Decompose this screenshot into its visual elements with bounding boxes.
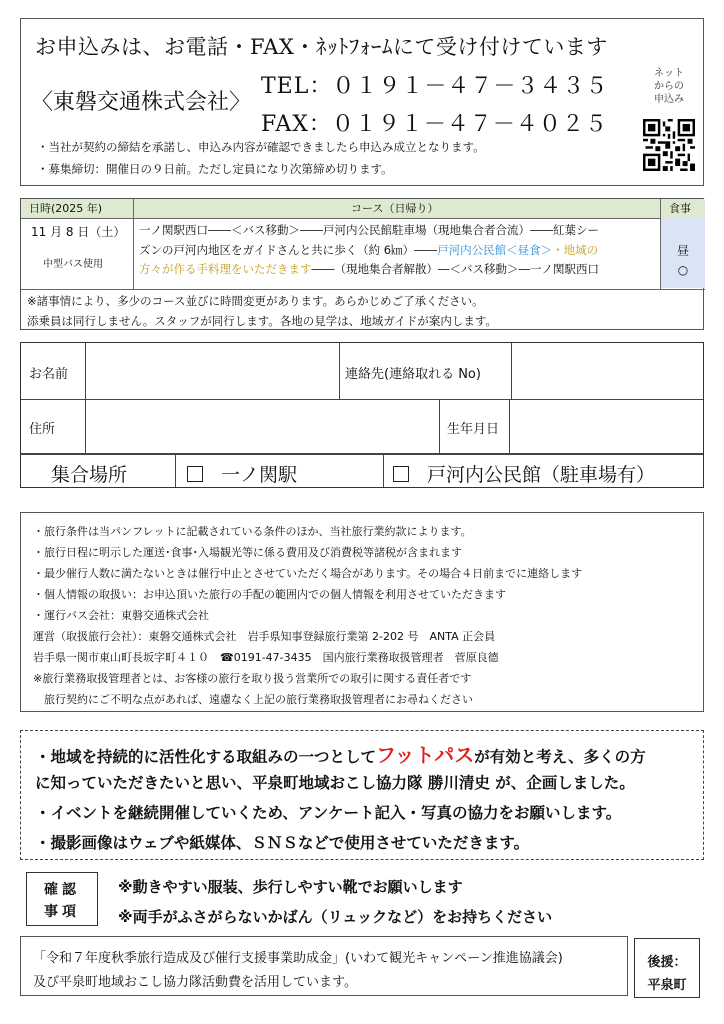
company-name: 〈東磐交通株式会社〉 [31,90,252,115]
col-date: 日時(2025 年) [29,202,103,215]
contact-header [20,18,704,186]
confirmation-box [26,872,98,926]
net-label-2: からの [654,81,684,92]
net-application-label [649,67,689,106]
divider [21,399,703,400]
contact-field[interactable] [513,345,701,397]
meeting-option-togochi[interactable] [393,460,655,487]
confirm-label-2: 事項 [44,904,80,920]
message-text: が有効と考え、多くの方 [474,748,646,766]
option-label: 一ノ関駅 [221,464,298,486]
meeting-option-ichinoseki[interactable] [187,460,297,487]
divider [339,343,340,399]
birthdate-label: 生年月日 [447,422,500,437]
col-meal: 食事 [669,202,691,215]
checkbox[interactable] [187,466,203,482]
application-title: お申込みは、お電話・FAX・ﾈｯﾄﾌｫｰﾑにて受け付けています [35,35,608,59]
tel-number[interactable]: TEL：０１９１－４７－３４３５ [261,74,609,99]
birthdate-field[interactable] [511,401,701,451]
net-label-1: ネット [654,68,684,79]
route-text: ――（現地集合者解散）―＜バス移動＞―一ノ関駅西口 [311,262,599,276]
support-town: 平泉町 [647,978,687,993]
route-highlight: 方々が作る手料理をいただきます [139,262,312,276]
terms-line: ・運行バス会社：東磐交通株式会社 [33,609,209,622]
message-line-3: ・イベントを継続開催していくため、アンケート記入・写真の協力をお願いします。 [35,804,622,822]
message-text: ・地域を持続的に活性化する取組みの一つとして [35,748,377,766]
name-label: お名前 [29,367,69,382]
message-line-1 [35,739,646,768]
application-form [20,342,704,488]
divider [175,453,176,487]
divider [21,453,703,455]
col-course: コース（日帰り） [351,202,439,215]
project-message [20,730,704,860]
divider [133,199,134,289]
travel-terms [20,512,704,712]
terms-line: ※旅行業務取扱管理者とは、お客様の旅行を取り扱う営業所での取引に関する責任者です [33,672,472,685]
footpath-highlight: フットパス [376,743,475,767]
terms-line: 運営（取扱旅行会社）：東磐交通株式会社 岩手県知事登録旅行業第 2-202 号 ANTA 正会員 [33,630,496,643]
divider [511,343,512,399]
option-label: 戸河内公民館（駐車場有） [427,464,656,486]
meal-lunch: 昼 [676,244,689,258]
message-line-4: ・撮影画像はウェブや紙媒体、ＳＮＳなどで使用させていただきます。 [35,834,530,852]
terms-line: ・個人情報の取扱い：お申込頂いた旅行の手配の範囲内での個人情報を利用させていただきます [33,588,506,601]
address-label: 住所 [29,422,56,437]
meeting-place-label: 集合場所 [51,464,128,486]
terms-line: ・旅行日程に明示した運送･食事･入場観光等に係る費用及び消費税等諸税が含まれます [33,546,462,559]
terms-line: ・最少催行人数に満たないときは催行中止とさせていただく場合があります。その場合４日前までに連絡します [33,567,583,580]
qr-code-icon[interactable] [643,119,695,171]
checkbox[interactable] [393,466,409,482]
divider [85,343,86,453]
divider [509,399,510,453]
net-label-3: 申込み [654,94,684,105]
meal-mark: ○ [677,263,689,277]
name-field[interactable] [87,345,337,397]
note-deadline: ・募集締切：開催日の９日前。ただし定員になり次第締め切ります。 [37,162,393,176]
route-line-3 [139,260,679,280]
course-route [139,221,679,280]
funding-note [20,936,628,996]
route-line-1: 一ノ関駅西口――＜バス移動＞――戸河内公民館駐車場（現地集合者合流）――紅葉シー [139,223,599,237]
divider [383,453,384,487]
lunch-place: 戸河内公民館＜昼食＞ [437,242,553,257]
confirm-item-bag: ※両手がふさがらないかばん（リュックなど）をお持ちください [118,908,553,926]
funding-line-1: 「令和７年度秋季旅行造成及び催行支援事業助成金」(いわて観光キャンペーン推進協議会) [33,951,563,966]
terms-line: 旅行契約にご不明な点があれば、遠慮なく上記の旅行業務取扱管理者にお尋ねください [33,693,473,706]
terms-line: ・旅行条件は当パンフレットに記載されている条件のほか、当社旅行業約款によります。 [33,525,472,538]
divider [21,289,705,290]
confirm-item-clothing: ※動きやすい服装、歩行しやすい靴でお願いします [118,878,463,896]
meal-cell [661,218,705,288]
bus-type: 中型バス使用 [43,259,103,270]
confirm-label-1: 確認 [44,882,80,898]
support-label: 後援： [647,955,687,970]
fax-number: FAX：０１９１－４７－４０２５ [261,112,608,137]
route-line-2 [139,241,679,261]
tour-date: 11 月 8 日（土） [31,225,126,239]
course-table [20,198,704,330]
funding-line-2: 及び平泉町地域おこし協力隊活動費を活用しています。 [33,975,357,990]
support-box [634,938,700,998]
note-contract: ・当社が契約の締結を承諾し、申込み内容が確認できましたら申込み成立となります。 [37,140,485,154]
address-field[interactable] [87,401,437,451]
course-note-2: 添乗員は同行しません。スタッフが同行します。各地の見学は、地域ガイドが案内します。 [27,314,497,328]
route-highlight: ・地域の [552,242,599,257]
divider [439,399,440,453]
course-note-1: ※諸事情により、多少のコース並びに時間変更があります。あらかじめご了承ください。 [27,294,484,308]
contact-label: 連絡先(連絡取れる No) [345,367,481,382]
message-line-2: に知っていただきたいと思い、平泉町地域おこし協力隊 勝川清史 が、企画しました。 [35,774,635,792]
course-notes [27,291,497,331]
terms-line: 岩手県一関市東山町長坂字町４１０ ☎0191-47-3435 国内旅行業務取扱管理者 菅原良德 [33,651,499,664]
route-text: ズンの戸河内地区をガイドさんと共に歩く（約 6㎞）―― [139,242,438,257]
